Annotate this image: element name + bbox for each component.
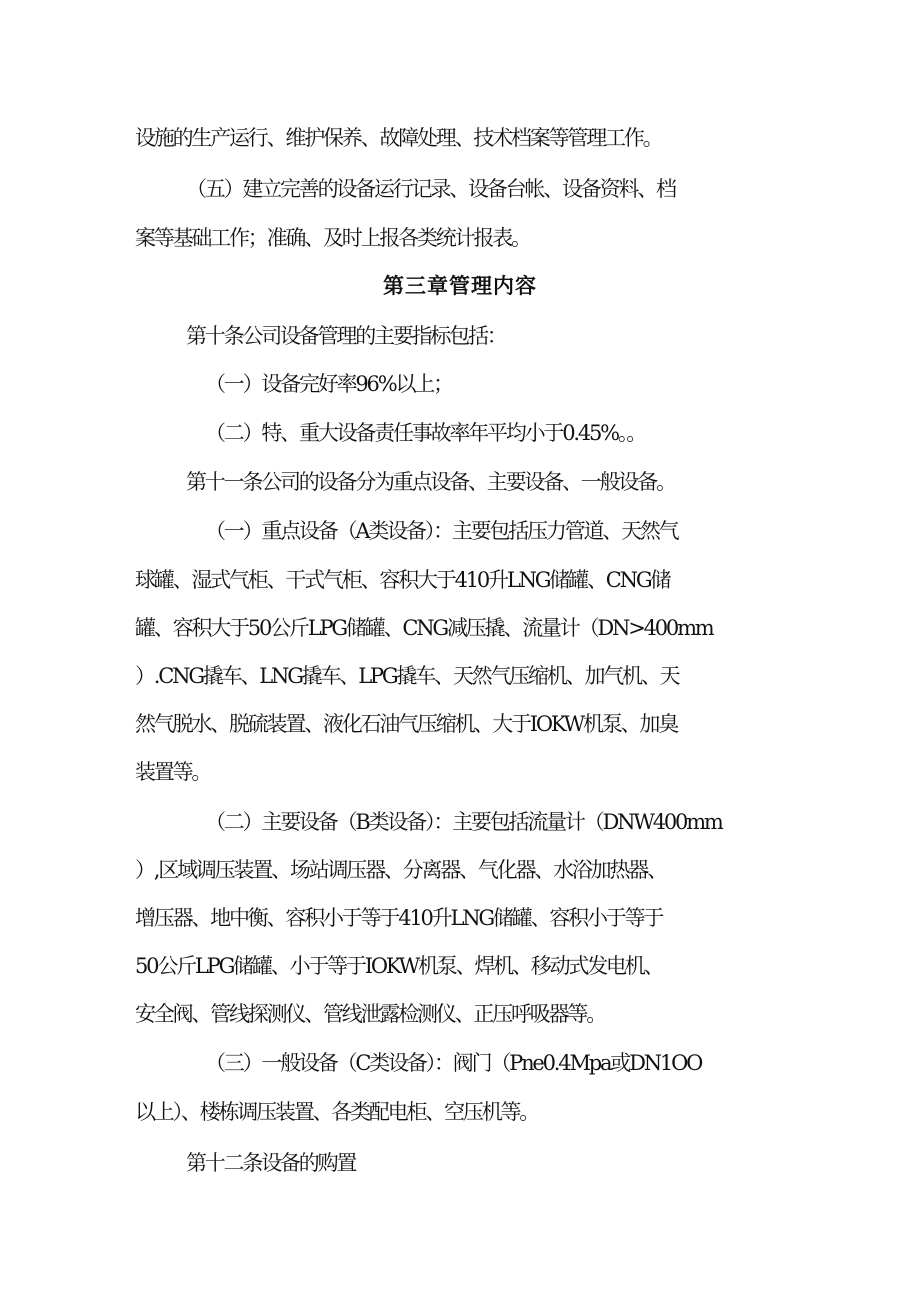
list-item: （三）一般设备（C类设备）：阀门（Pne0.4Mpa或DN1OO [205,1051,702,1075]
article-line: 第十一条公司的设备分为重点设备、主要设备、一般设备。 [186,470,675,494]
paragraph-line: （五）建立完善的设备运行记录、设备台帐、设备资料、档 [186,177,675,201]
paragraph-line: 以上）、楼栋调压装置、各类配电柜、空压机等。 [135,1100,539,1124]
paragraph-line: 球罐、湿式气柜、干式气柜、容积大于410升LNG储罐、CNG储 [135,568,670,592]
list-item: （二）特、重大设备责任事故率年平均小于0.45%。。 [205,421,646,445]
paragraph-line: 案等基础工作；准确、及时上报各类统计报表。 [135,226,530,250]
paragraph-line: 安全阀、管线探测仪、管线泄露检测仪、正压呼吸器等。 [135,1002,605,1026]
paragraph-line: 罐、容积大于50公斤LPG储罐、CNG减压撬、流量计（DN>400mm [135,616,713,640]
chapter-heading: 第三章管理内容 [383,274,537,298]
article-line: 第十条公司设备管理的主要指标包括： [186,324,506,348]
list-item: （二）主要设备（B类设备）：主要包括流量计（DNW400mm [205,810,722,834]
list-item: （一）设备完好率96%以上； [205,372,452,396]
paragraph-line: 装置等。 [135,760,211,784]
article-line: 第十二条设备的购置 [186,1151,356,1175]
paragraph-line: 然气脱水、脱硫装置、液化石油气压缩机、大于IOKW机泵、加臭 [135,712,678,736]
paragraph-line: ）.CNG撬车、LNG撬车、LPG撬车、天然气压缩机、加气机、天 [135,664,679,688]
paragraph-line: 50公斤LPG储罐、小于等于IOKW机泵、焊机、移动式发电机、 [135,954,663,978]
list-item: （一）重点设备（A类设备）：主要包括压力管道、天然气 [205,519,678,543]
paragraph-line: 设施的生产运行、维护保养、故障处理、技术档案等管理工作。 [135,126,662,150]
paragraph-line: ）,区域调压装置、场站调压器、分离器、气化器、水浴加热器、 [135,858,666,882]
paragraph-line: 增压器、地中衡、容积小于等于410升LNG储罐、容积小于等于 [135,906,663,930]
